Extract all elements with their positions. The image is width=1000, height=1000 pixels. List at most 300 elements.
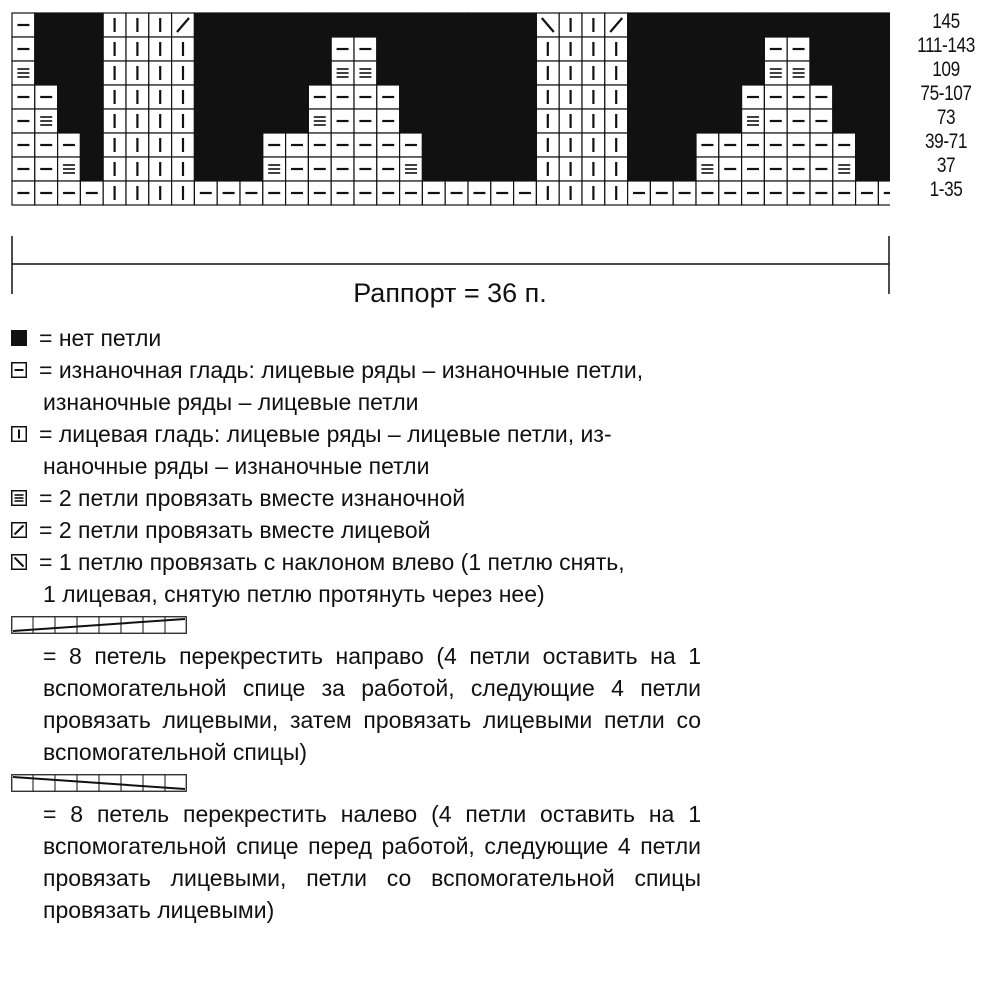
purl-cell <box>787 157 810 181</box>
no-stitch-cell <box>35 13 58 37</box>
no-stitch-cell <box>696 61 719 85</box>
no-stitch-cell <box>286 37 309 61</box>
no-stitch-cell <box>217 37 240 61</box>
no-stitch-cell <box>742 37 765 61</box>
knit-cell <box>149 61 172 85</box>
no-stitch-cell <box>217 109 240 133</box>
purl-cell <box>58 133 81 157</box>
no-stitch-cell <box>878 61 890 85</box>
no-stitch-cell <box>833 37 856 61</box>
legend-cable-right <box>11 616 701 768</box>
no-stitch-cell <box>422 85 445 109</box>
legend-k2tog <box>11 514 701 546</box>
p2tog-cell <box>35 109 58 133</box>
no-stitch-cell <box>286 61 309 85</box>
no-stitch-cell <box>856 85 879 109</box>
knit-cell <box>126 157 149 181</box>
no-stitch-cell <box>286 13 309 37</box>
knit-cell <box>149 13 172 37</box>
black-square-icon <box>11 330 27 346</box>
no-stitch-cell <box>878 85 890 109</box>
purl-cell <box>787 109 810 133</box>
knit-cell <box>582 37 605 61</box>
p2tog-cell <box>764 61 787 85</box>
no-stitch-cell <box>194 61 217 85</box>
no-stitch-cell <box>491 37 514 61</box>
knit-cell <box>126 109 149 133</box>
legend <box>11 322 701 926</box>
no-stitch-cell <box>263 37 286 61</box>
purl-cell <box>468 181 491 205</box>
no-stitch-cell <box>719 61 742 85</box>
purl-cell <box>308 157 331 181</box>
purl-cell <box>856 181 879 205</box>
knit-cell <box>582 133 605 157</box>
no-stitch-cell <box>80 61 103 85</box>
p2tog-cell <box>354 61 377 85</box>
purl-cell <box>35 181 58 205</box>
legend-text: наночные ряды – изнаночные петли <box>43 453 430 479</box>
purl-cell <box>764 109 787 133</box>
no-stitch-cell <box>628 133 651 157</box>
knit-cell <box>172 133 195 157</box>
knit-cell <box>149 109 172 133</box>
knit-cell <box>559 37 582 61</box>
knit-cell <box>582 181 605 205</box>
purl-cell <box>194 181 217 205</box>
no-stitch-cell <box>628 13 651 37</box>
no-stitch-cell <box>445 157 468 181</box>
no-stitch-cell <box>80 13 103 37</box>
purl-cell <box>878 181 890 205</box>
purl-cell <box>286 181 309 205</box>
no-stitch-cell <box>628 109 651 133</box>
purl-cell <box>377 133 400 157</box>
purl-cell <box>764 85 787 109</box>
no-stitch-cell <box>400 85 423 109</box>
no-stitch-cell <box>240 109 263 133</box>
no-stitch-cell <box>80 37 103 61</box>
no-stitch-cell <box>58 85 81 109</box>
no-stitch-cell <box>80 109 103 133</box>
purl-cell <box>354 181 377 205</box>
no-stitch-cell <box>422 13 445 37</box>
no-stitch-cell <box>80 85 103 109</box>
no-stitch-cell <box>240 13 263 37</box>
no-stitch-cell <box>377 37 400 61</box>
purl-cell <box>787 181 810 205</box>
no-stitch-cell <box>354 13 377 37</box>
purl-cell <box>12 157 35 181</box>
purl-cell <box>308 133 331 157</box>
knit-cell <box>126 13 149 37</box>
row-label: 73 <box>936 106 956 129</box>
knit-cell <box>559 181 582 205</box>
legend-no-stitch <box>11 322 701 354</box>
row-label: 75-107 <box>920 82 972 105</box>
knit-cell <box>103 13 126 37</box>
purl-cell <box>331 85 354 109</box>
no-stitch-cell <box>719 85 742 109</box>
purl-cell <box>12 109 35 133</box>
purl-cell <box>400 181 423 205</box>
legend-text: изнаночные ряды – лицевые петли <box>43 389 419 415</box>
knit-cell <box>536 61 559 85</box>
knit-cell <box>103 61 126 85</box>
legend-text: = 1 петлю провязать с наклоном влево (1 петлю снять, <box>39 549 625 575</box>
purl-cell <box>377 109 400 133</box>
no-stitch-cell <box>514 37 537 61</box>
p2tog-symbol-icon <box>11 490 27 506</box>
no-stitch-cell <box>80 157 103 181</box>
cable-right-icon <box>11 616 187 634</box>
no-stitch-cell <box>650 157 673 181</box>
knit-cell <box>103 133 126 157</box>
purl-cell <box>354 37 377 61</box>
knit-cell <box>149 157 172 181</box>
legend-cable-left <box>11 774 701 926</box>
no-stitch-cell <box>468 61 491 85</box>
knit-cell <box>559 133 582 157</box>
purl-cell <box>445 181 468 205</box>
knit-cell <box>536 37 559 61</box>
knit-cell <box>172 109 195 133</box>
knit-cell <box>126 85 149 109</box>
no-stitch-cell <box>856 61 879 85</box>
no-stitch-cell <box>35 61 58 85</box>
no-stitch-cell <box>742 61 765 85</box>
p2tog-cell <box>833 157 856 181</box>
no-stitch-cell <box>856 37 879 61</box>
no-stitch-cell <box>673 37 696 61</box>
no-stitch-cell <box>628 157 651 181</box>
no-stitch-cell <box>58 13 81 37</box>
legend-text: = лицевая гладь: лицевые ряды – лицевые петли, из- <box>39 421 612 447</box>
knit-cell <box>582 157 605 181</box>
no-stitch-cell <box>240 61 263 85</box>
no-stitch-cell <box>400 109 423 133</box>
no-stitch-cell <box>833 61 856 85</box>
no-stitch-cell <box>491 109 514 133</box>
cable-left-icon <box>11 774 187 792</box>
no-stitch-cell <box>491 85 514 109</box>
no-stitch-cell <box>719 37 742 61</box>
purl-cell <box>719 181 742 205</box>
purl-cell <box>810 157 833 181</box>
no-stitch-cell <box>650 61 673 85</box>
no-stitch-cell <box>217 85 240 109</box>
knit-cell <box>582 109 605 133</box>
no-stitch-cell <box>810 37 833 61</box>
no-stitch-cell <box>491 157 514 181</box>
purl-cell <box>12 133 35 157</box>
purl-cell <box>650 181 673 205</box>
purl-cell <box>377 85 400 109</box>
purl-cell <box>240 181 263 205</box>
knit-cell <box>126 37 149 61</box>
no-stitch-cell <box>58 61 81 85</box>
no-stitch-cell <box>856 13 879 37</box>
no-stitch-cell <box>787 13 810 37</box>
no-stitch-cell <box>286 109 309 133</box>
purl-cell <box>80 181 103 205</box>
purl-cell <box>217 181 240 205</box>
purl-cell <box>810 109 833 133</box>
no-stitch-cell <box>422 133 445 157</box>
p2tog-cell <box>400 157 423 181</box>
no-stitch-cell <box>331 13 354 37</box>
knit-cell <box>536 109 559 133</box>
knit-cell <box>536 157 559 181</box>
no-stitch-cell <box>194 133 217 157</box>
purl-cell <box>331 133 354 157</box>
no-stitch-cell <box>650 85 673 109</box>
knit-cell <box>126 61 149 85</box>
purl-cell <box>514 181 537 205</box>
no-stitch-cell <box>673 157 696 181</box>
purl-cell <box>810 133 833 157</box>
purl-cell <box>12 13 35 37</box>
purl-cell <box>12 181 35 205</box>
no-stitch-cell <box>491 13 514 37</box>
legend-text: = 8 петель перекрестить налево (4 петли оставить на 1 вспомогательной спице перед работой, следующие 4 петли провязать лицевыми, петли со вспомогательной спицы провязать лицевыми) <box>43 801 701 923</box>
no-stitch-cell <box>514 157 537 181</box>
no-stitch-cell <box>422 37 445 61</box>
p2tog-cell <box>12 61 35 85</box>
knit-cell <box>605 109 628 133</box>
ssk-cell <box>536 13 559 37</box>
knit-cell <box>559 157 582 181</box>
no-stitch-cell <box>514 61 537 85</box>
purl-cell <box>35 157 58 181</box>
no-stitch-cell <box>878 133 890 157</box>
no-stitch-cell <box>194 157 217 181</box>
no-stitch-cell <box>856 133 879 157</box>
knit-cell <box>126 133 149 157</box>
no-stitch-cell <box>833 85 856 109</box>
p2tog-cell <box>696 157 719 181</box>
no-stitch-cell <box>422 61 445 85</box>
no-stitch-cell <box>856 109 879 133</box>
no-stitch-cell <box>833 109 856 133</box>
knit-cell <box>172 61 195 85</box>
purl-cell <box>742 85 765 109</box>
no-stitch-cell <box>445 37 468 61</box>
no-stitch-cell <box>308 61 331 85</box>
purl-cell <box>422 181 445 205</box>
no-stitch-cell <box>514 133 537 157</box>
no-stitch-cell <box>400 37 423 61</box>
legend-text: = 8 петель перекрестить направо (4 петли оставить на 1 вспомогательной спице за работой, следующие 4 петли провязать лицевыми, затем провязать лицевыми петли со вспомогательной спицы) <box>43 643 701 765</box>
legend-purl <box>11 354 701 418</box>
knit-cell <box>149 37 172 61</box>
no-stitch-cell <box>194 37 217 61</box>
no-stitch-cell <box>240 157 263 181</box>
legend-p2tog <box>11 482 701 514</box>
no-stitch-cell <box>217 157 240 181</box>
no-stitch-cell <box>422 109 445 133</box>
knit-cell <box>149 181 172 205</box>
no-stitch-cell <box>878 157 890 181</box>
no-stitch-cell <box>628 85 651 109</box>
purl-cell <box>719 133 742 157</box>
knit-cell <box>149 133 172 157</box>
no-stitch-cell <box>445 13 468 37</box>
knit-cell <box>582 85 605 109</box>
no-stitch-cell <box>445 133 468 157</box>
no-stitch-cell <box>514 109 537 133</box>
purl-cell <box>764 133 787 157</box>
no-stitch-cell <box>194 13 217 37</box>
knit-cell <box>559 13 582 37</box>
purl-cell <box>354 133 377 157</box>
purl-cell <box>696 133 719 157</box>
no-stitch-cell <box>240 85 263 109</box>
purl-cell <box>12 85 35 109</box>
purl-cell <box>787 85 810 109</box>
no-stitch-cell <box>308 13 331 37</box>
no-stitch-cell <box>58 37 81 61</box>
knit-cell <box>536 133 559 157</box>
knit-cell <box>172 37 195 61</box>
no-stitch-cell <box>878 109 890 133</box>
k2tog-symbol-icon <box>11 522 27 538</box>
no-stitch-cell <box>468 109 491 133</box>
no-stitch-cell <box>468 157 491 181</box>
no-stitch-cell <box>628 37 651 61</box>
no-stitch-cell <box>696 109 719 133</box>
no-stitch-cell <box>445 61 468 85</box>
no-stitch-cell <box>194 109 217 133</box>
no-stitch-cell <box>400 61 423 85</box>
no-stitch-cell <box>468 133 491 157</box>
purl-cell <box>377 181 400 205</box>
purl-cell <box>286 157 309 181</box>
no-stitch-cell <box>400 13 423 37</box>
no-stitch-cell <box>878 13 890 37</box>
purl-cell <box>787 37 810 61</box>
row-label: 111-143 <box>917 34 975 57</box>
purl-cell <box>286 133 309 157</box>
no-stitch-cell <box>468 85 491 109</box>
no-stitch-cell <box>696 13 719 37</box>
row-label: 145 <box>932 10 960 33</box>
p2tog-cell <box>787 61 810 85</box>
row-label: 109 <box>932 58 960 81</box>
knit-cell <box>172 181 195 205</box>
no-stitch-cell <box>445 109 468 133</box>
purl-cell <box>354 85 377 109</box>
no-stitch-cell <box>240 133 263 157</box>
purl-cell <box>331 181 354 205</box>
purl-cell <box>742 157 765 181</box>
no-stitch-cell <box>650 133 673 157</box>
knit-cell <box>559 109 582 133</box>
purl-cell <box>628 181 651 205</box>
no-stitch-cell <box>286 85 309 109</box>
no-stitch-cell <box>514 13 537 37</box>
purl-cell <box>764 37 787 61</box>
no-stitch-cell <box>673 13 696 37</box>
purl-cell <box>377 157 400 181</box>
knit-cell <box>172 85 195 109</box>
knit-cell <box>605 181 628 205</box>
purl-cell <box>354 109 377 133</box>
legend-text: = нет петли <box>39 325 162 351</box>
knit-cell <box>605 133 628 157</box>
purl-cell <box>331 157 354 181</box>
no-stitch-cell <box>673 133 696 157</box>
purl-cell <box>491 181 514 205</box>
no-stitch-cell <box>764 13 787 37</box>
legend-knit <box>11 418 701 482</box>
no-stitch-cell <box>377 13 400 37</box>
no-stitch-cell <box>194 85 217 109</box>
no-stitch-cell <box>650 109 673 133</box>
purl-cell <box>833 181 856 205</box>
no-stitch-cell <box>263 85 286 109</box>
purl-cell <box>696 181 719 205</box>
row-label: 37 <box>936 154 956 177</box>
purl-cell <box>35 85 58 109</box>
knitting-chart <box>0 0 890 214</box>
no-stitch-cell <box>377 61 400 85</box>
repeat-label: Раппорт = 36 п. <box>353 278 547 308</box>
no-stitch-cell <box>491 133 514 157</box>
no-stitch-cell <box>650 37 673 61</box>
purl-cell <box>400 133 423 157</box>
no-stitch-cell <box>217 13 240 37</box>
knit-cell <box>103 157 126 181</box>
purl-cell <box>308 181 331 205</box>
no-stitch-cell <box>696 37 719 61</box>
purl-cell <box>787 133 810 157</box>
k2tog-cell <box>605 13 628 37</box>
k2tog-cell <box>172 13 195 37</box>
no-stitch-cell <box>673 85 696 109</box>
no-stitch-cell <box>696 85 719 109</box>
knit-symbol-icon <box>11 426 27 442</box>
no-stitch-cell <box>673 61 696 85</box>
ssk-symbol-icon <box>11 554 27 570</box>
knit-cell <box>559 61 582 85</box>
purl-cell <box>742 133 765 157</box>
no-stitch-cell <box>468 13 491 37</box>
knit-cell <box>605 157 628 181</box>
no-stitch-cell <box>80 133 103 157</box>
knit-cell <box>582 13 605 37</box>
p2tog-cell <box>58 157 81 181</box>
no-stitch-cell <box>308 37 331 61</box>
no-stitch-cell <box>35 37 58 61</box>
knit-cell <box>149 85 172 109</box>
no-stitch-cell <box>856 157 879 181</box>
no-stitch-cell <box>810 61 833 85</box>
knit-cell <box>536 85 559 109</box>
no-stitch-cell <box>491 61 514 85</box>
purl-cell <box>12 37 35 61</box>
knit-cell <box>172 157 195 181</box>
no-stitch-cell <box>263 13 286 37</box>
row-label: 1-35 <box>929 178 963 201</box>
purl-cell <box>719 157 742 181</box>
legend-text: = изнаночная гладь: лицевые ряды – изнаночные петли, <box>39 357 644 383</box>
no-stitch-cell <box>650 13 673 37</box>
no-stitch-cell <box>878 37 890 61</box>
no-stitch-cell <box>742 13 765 37</box>
purl-symbol-icon <box>11 362 27 378</box>
purl-cell <box>263 133 286 157</box>
